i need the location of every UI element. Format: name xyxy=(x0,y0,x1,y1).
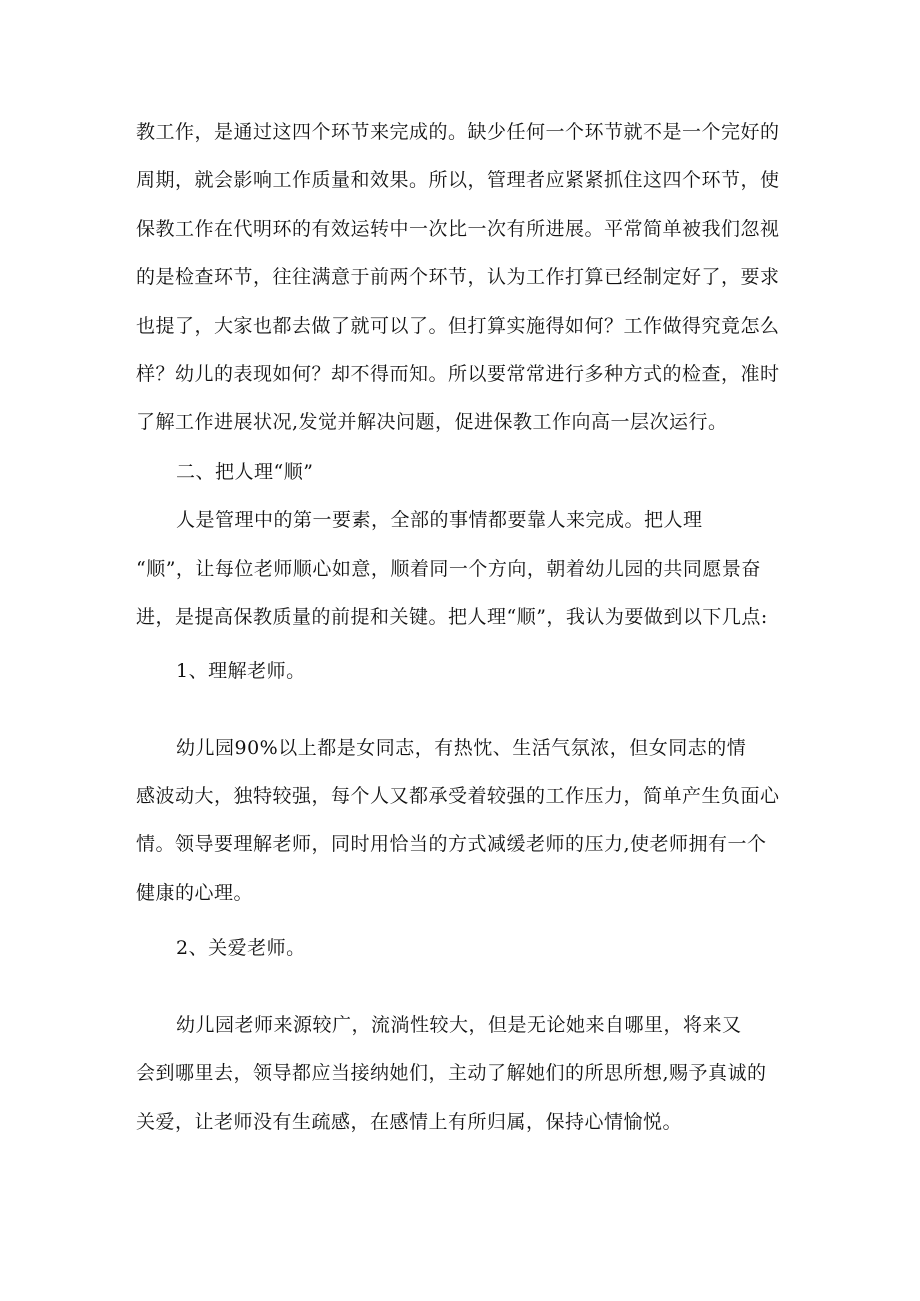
text-line: 了解工作进展状况,发觉并解决问题，促进保教工作向高一层次运行。 xyxy=(136,411,728,433)
text-line: 保教工作在代明环的有效运转中一次比一次有所进展。平常简单被我们忽视 xyxy=(136,218,780,240)
item-heading-2: 2、关爱老师。 xyxy=(176,937,306,959)
text-line: 情。领导要理解老师，同时用恰当的方式减缓老师的压力,使老师拥有一个 xyxy=(136,833,767,855)
text-line: 教工作，是通过这四个环节来完成的。缺少任何一个环节就不是一个完好的 xyxy=(136,121,780,143)
text-line: 人是管理中的第一要素，全部的事情都要靠人来完成。把人理 xyxy=(176,509,703,531)
text-line: 周期，就会影响工作质量和效果。所以，管理者应紧紧抓住这四个环节，使 xyxy=(136,169,780,191)
text-line: 感波动大，独特较强，每个人又都承受着较强的工作压力，简单产生负面心 xyxy=(136,785,780,807)
item-heading-1: 1、理解老师。 xyxy=(176,660,306,682)
text-line: 进，是提高保教质量的前提和关键。把人理“顺”，我认为要做到以下几点: xyxy=(136,606,768,628)
text-line: 也提了，大家也都去做了就可以了。但打算实施得如何？工作做得究竟怎么 xyxy=(136,315,780,337)
text-line: “顺”，让每位老师顺心如意，顺着同一个方向，朝着幼儿园的共同愿景奋 xyxy=(136,558,761,580)
text-line: 幼儿园90%以上都是女同志，有热忱、生活气氛浓，但女同志的情 xyxy=(176,737,747,759)
section-heading: 二、把人理“顺” xyxy=(176,461,314,483)
text-line: 会到哪里去，领导都应当接纳她们，主动了解她们的所思所想,赐予真诚的 xyxy=(136,1062,767,1084)
text-line: 幼儿园老师来源较广，流淌性较大，但是无论她来自哪里，将来又 xyxy=(176,1014,742,1036)
text-line: 关爱，让老师没有生疏感，在感情上有所归属，保持心情愉悦。 xyxy=(136,1111,683,1133)
text-line: 的是检查环节，往往满意于前两个环节，认为工作打算已经制定好了，要求 xyxy=(136,266,780,288)
text-line: 样？幼儿的表现如何？却不得而知。所以要常常进行多种方式的检查，准时 xyxy=(136,363,780,385)
text-line: 健康的心理。 xyxy=(136,882,254,904)
